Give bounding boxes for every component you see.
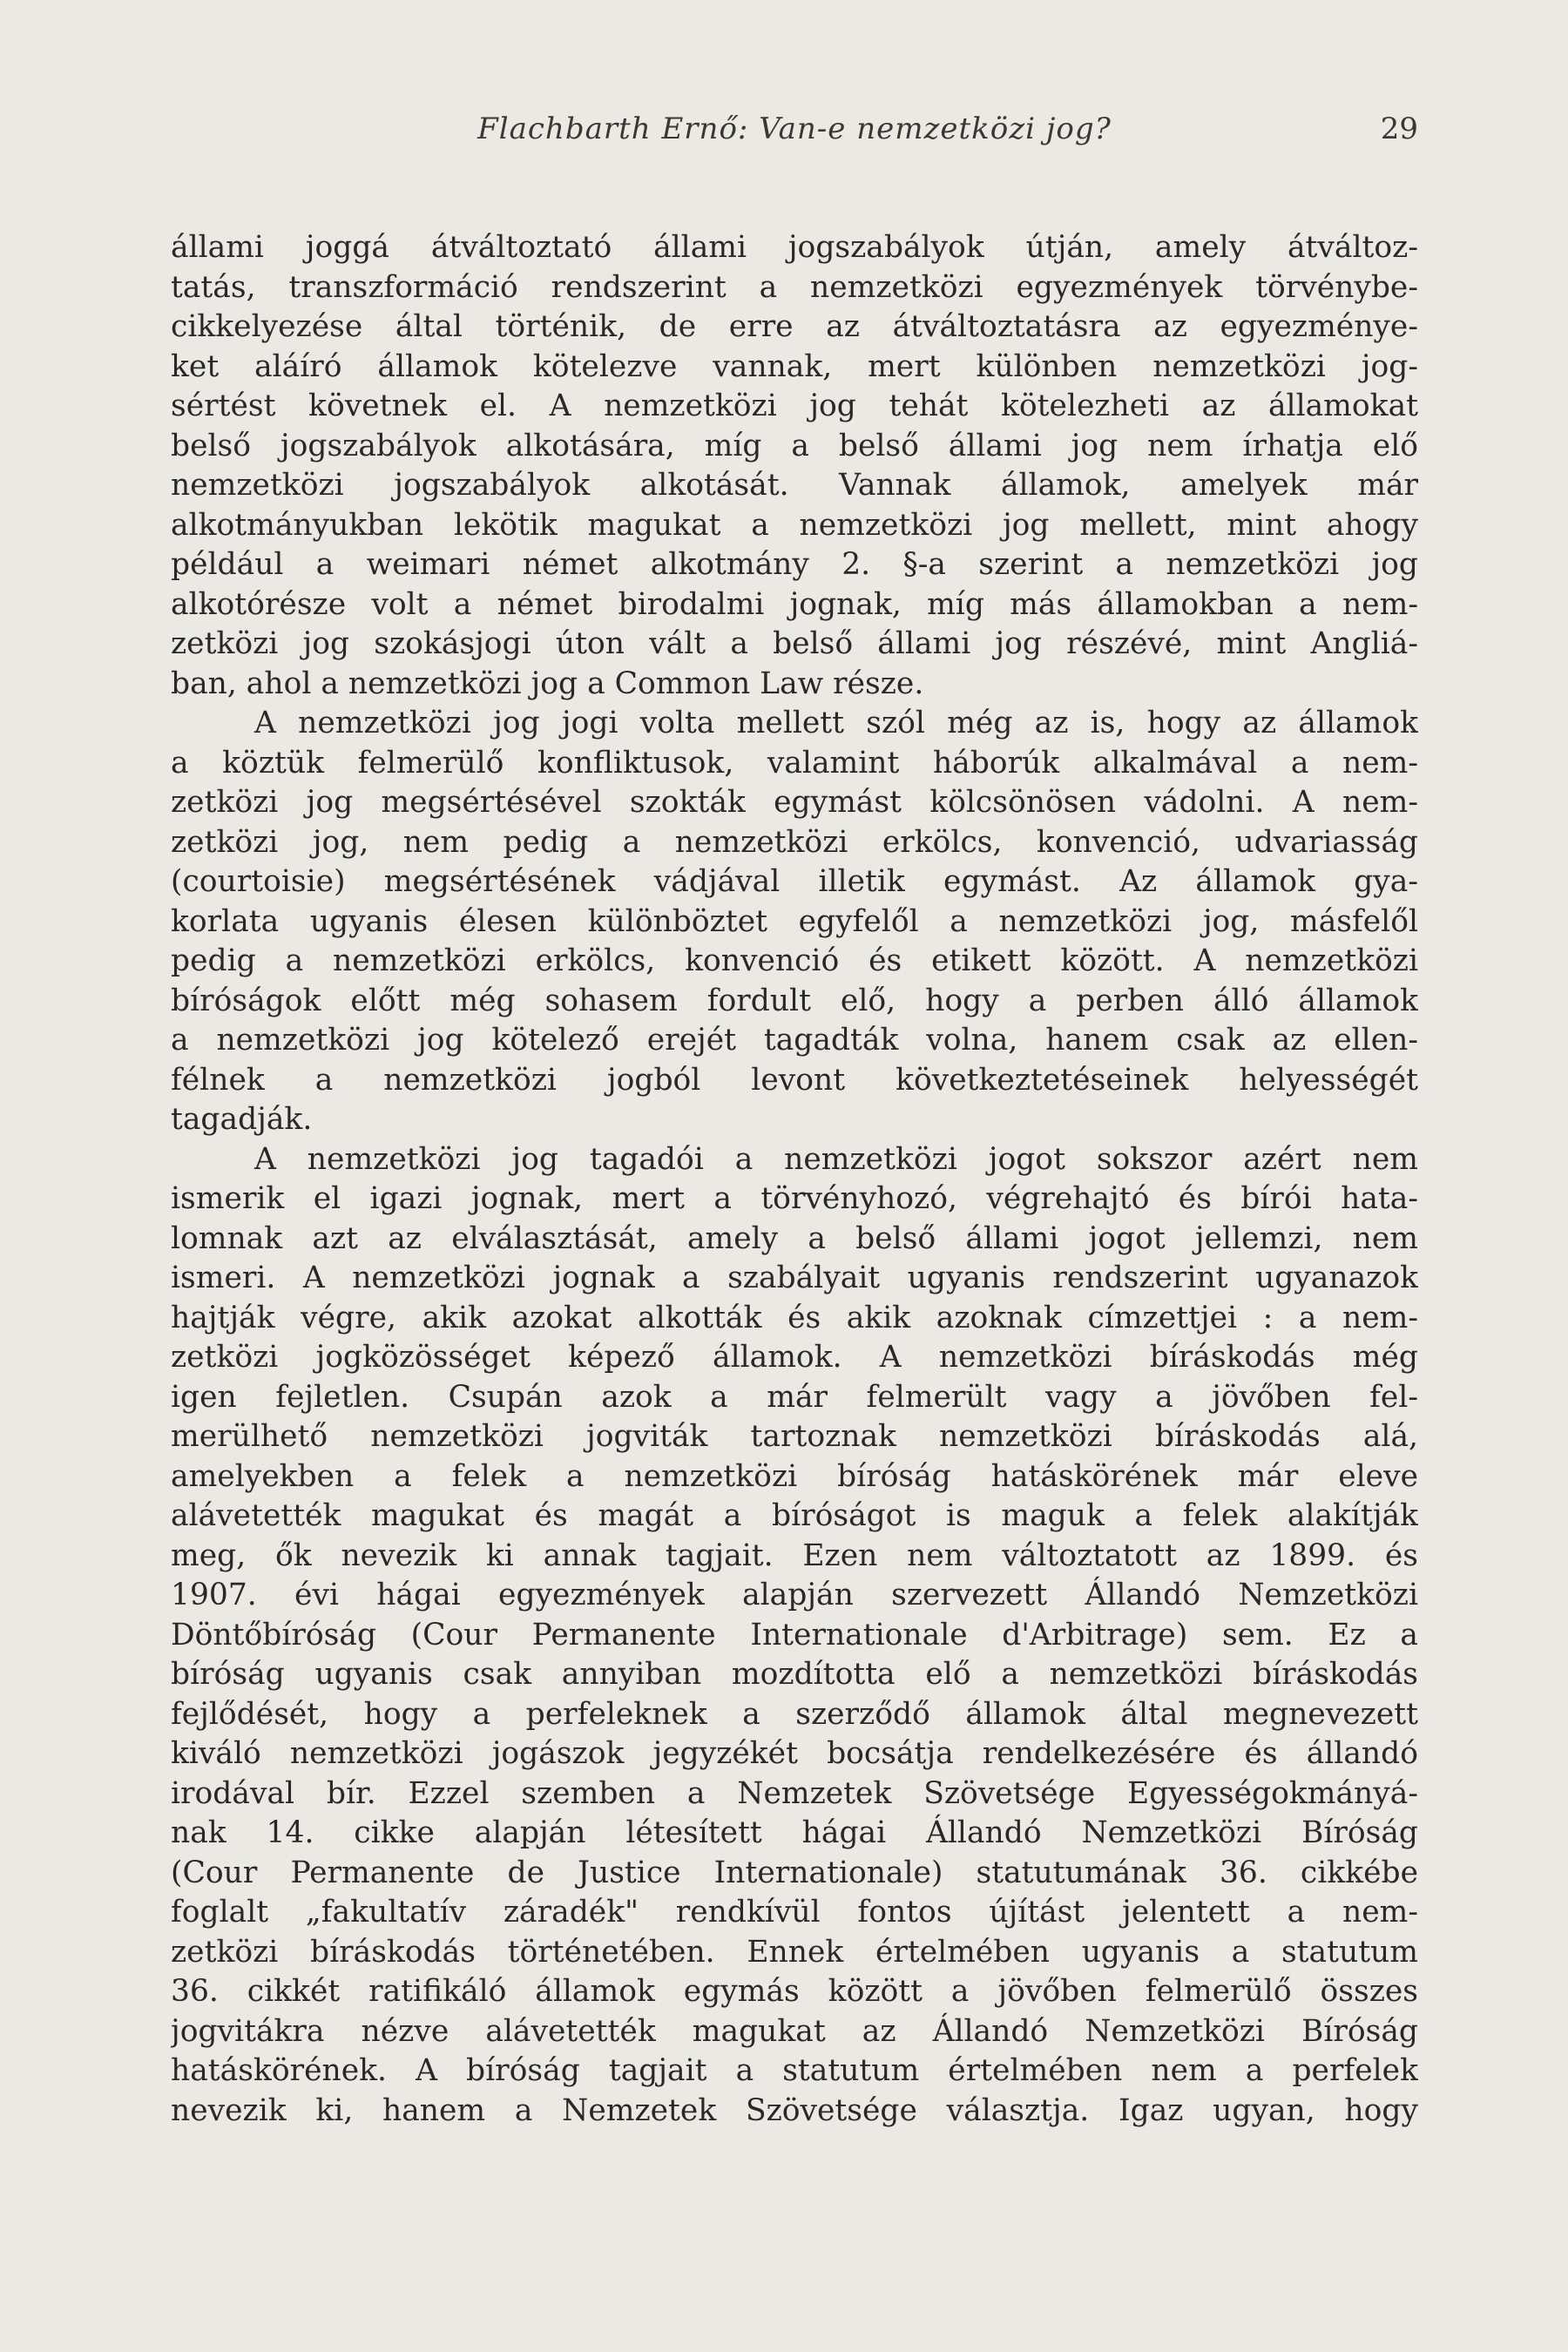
text-line: (courtoisie) megsértésének vádjával illetik egymást. Az államok gya- (171, 864, 1418, 899)
text-line: zetközi jogközösséget képező államok. A nemzetközi bíráskodás még (171, 1340, 1418, 1375)
text-line: A nemzetközi jog jogi volta mellett szól még az is, hogy az államok (254, 706, 1418, 740)
text-line: jogvitákra nézve alávetették magukat az Állandó Nemzetközi Bíróság (171, 2013, 1418, 2049)
text-line: nak 14. cikke alapján létesített hágai Állandó Nemzetközi Bíróság (171, 1815, 1418, 1850)
text-line: a nemzetközi jog kötelező erejét tagadták volna, hanem csak az ellen- (171, 1023, 1418, 1058)
text-line: ban, ahol a nemzetközi jog a Common Law része. (171, 666, 924, 701)
text-line: kiváló nemzetközi jogászok jegyzékét bocsátja rendelkezésére és állandó (171, 1736, 1418, 1771)
text-line: tagadják. (171, 1102, 313, 1137)
text-line: A nemzetközi jog tagadói a nemzetközi jogot sokszor azért nem (254, 1141, 1418, 1177)
text-line: (Cour Permanente de Justice Internationale) statutumának 36. cikkébe (171, 1855, 1418, 1890)
text-line: igen fejletlen. Csupán azok a már felmerült vagy a jövőben fel- (171, 1379, 1418, 1415)
text-line: ismeri. A nemzetközi jognak a szabályait ugyanis rendszerint ugyanazok (171, 1260, 1418, 1295)
text-line: Döntőbíróság (Cour Permanente Internationale d'Arbitrage) sem. Ez a (171, 1617, 1418, 1652)
text-line: ket aláíró államok kötelezve vannak, mert különben nemzetközi jog- (171, 348, 1418, 384)
text-line: irodával bír. Ezzel szemben a Nemzetek Szövetsége Egyességokmányá- (171, 1775, 1418, 1811)
text-line: bíróság ugyanis csak annyiban mozdította elő a nemzetközi bíráskodás (171, 1657, 1418, 1692)
body-text (171, 228, 1418, 2131)
text-line: korlata ugyanis élesen különböztet egyfelől a nemzetközi jog, másfelől (171, 903, 1418, 939)
text-line: félnek a nemzetközi jogból levont következtetéseinek helyességét (171, 1062, 1418, 1098)
text-line: zetközi jog szokásjogi úton vált a belső állami jog részévé, mint Angliá- (171, 626, 1418, 661)
text-line: merülhető nemzetközi jogviták tartoznak nemzetközi bíráskodás alá, (171, 1419, 1418, 1454)
text-line: hajtják végre, akik azokat alkották és akik azoknak címzettjei : a nem- (171, 1300, 1418, 1335)
text-line: tatás, transzformáció rendszerint a nemzetközi egyezmények törvénybe- (171, 269, 1418, 305)
text-line: alkotmányukban lekötik magukat a nemzetközi jog mellett, mint ahogy (171, 507, 1418, 543)
text-line: amelyekben a felek a nemzetközi bíróság hatáskörének már eleve (171, 1458, 1418, 1494)
text-line: hatáskörének. A bíróság tagjait a statutum értelmében nem a perfelek (171, 2053, 1418, 2088)
text-line: cikkelyezése által történik, de erre az átváltoztatásra az egyezménye- (171, 309, 1418, 344)
text-line: fejlődését, hogy a perfeleknek a szerződő államok által megnevezett (171, 1696, 1418, 1732)
text-line: meg, ők nevezik ki annak tagjait. Ezen nem változtatott az 1899. és (171, 1538, 1418, 1573)
text-line: belső jogszabályok alkotására, míg a belső állami jog nem írhatja elő (171, 428, 1418, 463)
text-line: 1907. évi hágai egyezmények alapján szervezett Állandó Nemzetközi (171, 1578, 1418, 1612)
text-line: alávetették magukat és magát a bíróságot is maguk a felek alakítják (171, 1498, 1418, 1533)
page-number: 29 (1380, 112, 1418, 146)
text-line: ismerik el igazi jognak, mert a törvényhozó, végrehajtó és bírói hata- (171, 1181, 1418, 1216)
text-line: nevezik ki, hanem a Nemzetek Szövetsége választja. Igaz ugyan, hogy (171, 2092, 1418, 2128)
text-line: nemzetközi jogszabályok alkotását. Vannak államok, amelyek már (171, 468, 1418, 503)
text-line: zetközi bíráskodás történetében. Ennek értelmében ugyanis a statutum (171, 1934, 1418, 1970)
text-line: foglalt „fakultatív záradék" rendkívül fontos újítást jelentett a nem- (171, 1895, 1418, 1930)
text-line: a köztük felmerülő konfliktusok, valamint háborúk alkalmával a nem- (171, 745, 1418, 781)
text-line: pedig a nemzetközi erkölcs, konvenció és etikett között. A nemzetközi (171, 943, 1418, 978)
text-line: alkotórésze volt a német birodalmi jognak, míg más államokban a nem- (171, 586, 1418, 622)
text-line: zetközi jog megsértésével szokták egymást kölcsönösen vádolni. A nem- (171, 785, 1418, 820)
text-line: például a weimari német alkotmány 2. §-a szerint a nemzetközi jog (171, 547, 1418, 582)
running-header (171, 112, 1418, 155)
text-line: sértést követnek el. A nemzetközi jog tehát kötelezheti az államokat (171, 389, 1418, 423)
text-line: állami joggá átváltoztató állami jogszabályok útján, amely átváltoz- (171, 230, 1418, 265)
text-line: 36. cikkét ratifikáló államok egymás között a jövőben felmerülő összes (171, 1974, 1418, 2009)
text-line: bíróságok előtt még sohasem fordult elő, hogy a perben álló államok (171, 983, 1418, 1018)
text-line: zetközi jog, nem pedig a nemzetközi erkölcs, konvenció, udvariasság (171, 824, 1418, 860)
text-line: lomnak azt az elválasztását, amely a belső állami jogot jellemzi, nem (171, 1220, 1418, 1256)
running-title: Flachbarth Ernő: Van-e nemzetközi jog? (477, 112, 1112, 146)
